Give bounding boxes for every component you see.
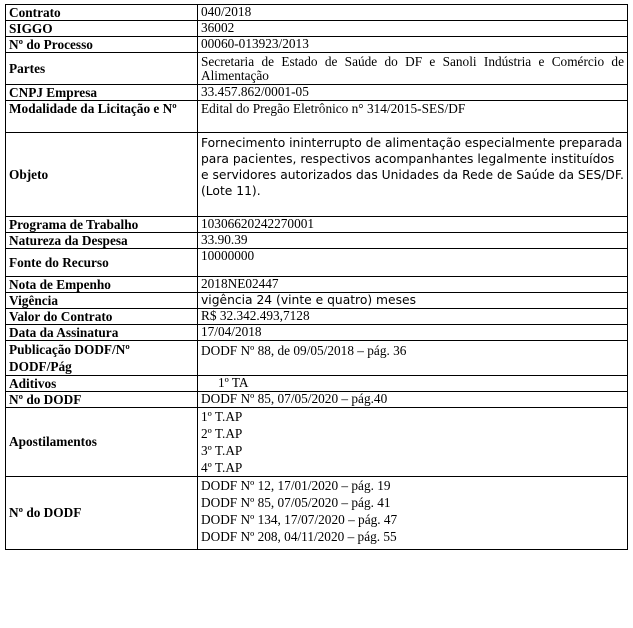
table-row [6, 21, 628, 37]
row-value: 10000000 [198, 249, 628, 277]
table-row [6, 293, 628, 309]
row-label: Nº do DODF [6, 477, 198, 550]
row-label: CNPJ Empresa [6, 85, 198, 101]
contract-info-table [5, 4, 628, 550]
apostilamento-item: 1º T.AP [201, 409, 243, 424]
table-row [6, 477, 628, 550]
row-label: SIGGO [6, 21, 198, 37]
row-value: 36002 [198, 21, 628, 37]
dodf-item: DODF Nº 134, 17/07/2020 – pág. 47 [201, 512, 398, 527]
apostilamento-item: 3º T.AP [201, 443, 243, 458]
table-row [6, 217, 628, 233]
row-label: Natureza da Despesa [6, 233, 198, 249]
table-row [6, 408, 628, 477]
table-row [6, 392, 628, 408]
row-value: 33.457.862/0001-05 [198, 85, 628, 101]
row-value: 17/04/2018 [198, 325, 628, 341]
table-row [6, 325, 628, 341]
row-value: 2018NE02447 [198, 277, 628, 293]
dodf-item: DODF Nº 208, 04/11/2020 – pág. 55 [201, 529, 397, 544]
row-value: 33.90.39 [198, 233, 628, 249]
apostilamento-item: 2º T.AP [201, 426, 243, 441]
row-label: Objeto [6, 133, 198, 217]
row-label: Nº do DODF [6, 392, 198, 408]
row-value: vigência 24 (vinte e quatro) meses [198, 293, 628, 309]
table-row [6, 277, 628, 293]
table-row [6, 5, 628, 21]
table-row [6, 249, 628, 277]
table-row [6, 133, 628, 217]
row-value: 040/2018 [198, 5, 628, 21]
row-label: Apostilamentos [6, 408, 198, 477]
row-label: Modalidade da Licitação e Nº [6, 101, 198, 133]
row-value: 1º TA [198, 376, 628, 392]
table-row [6, 53, 628, 85]
table-row [6, 376, 628, 392]
table-row [6, 85, 628, 101]
row-label: Aditivos [6, 376, 198, 392]
row-value: Fornecimento ininterrupto de alimentação especialmente preparada para pacientes, respectivos acompanhantes legalmente instituídos e servidores autorizados das Unidades da Rede de Saúde da SES/DF. (Lote 11). [198, 133, 628, 217]
row-label: Nº do Processo [6, 37, 198, 53]
table-row [6, 309, 628, 325]
row-label: Nota de Empenho [6, 277, 198, 293]
row-value-list [198, 408, 628, 477]
row-value: R$ 32.342.493,7128 [198, 309, 628, 325]
row-label: Contrato [6, 5, 198, 21]
table-row [6, 37, 628, 53]
row-label: Vigência [6, 293, 198, 309]
dodf-item: DODF Nº 85, 07/05/2020 – pág. 41 [201, 495, 391, 510]
row-label: Valor do Contrato [6, 309, 198, 325]
row-value: Edital do Pregão Eletrônico n° 314/2015-SES/DF [198, 101, 628, 133]
row-value: Secretaria de Estado de Saúde do DF e Sanoli Indústria e Comércio de Alimentação [198, 53, 628, 85]
row-value: 00060-013923/2013 [198, 37, 628, 53]
table-row [6, 233, 628, 249]
row-value-list [198, 477, 628, 550]
row-label: Partes [6, 53, 198, 85]
row-label: Fonte do Recurso [6, 249, 198, 277]
row-label: Data da Assinatura [6, 325, 198, 341]
apostilamento-item: 4º T.AP [201, 460, 243, 475]
table-row [6, 101, 628, 133]
row-value: 10306620242270001 [198, 217, 628, 233]
row-label: Programa de Trabalho [6, 217, 198, 233]
row-label: Publicação DODF/Nº DODF/Pág [6, 341, 198, 376]
dodf-item: DODF Nº 12, 17/01/2020 – pág. 19 [201, 478, 391, 493]
row-value: DODF Nº 88, de 09/05/2018 – pág. 36 [198, 341, 628, 376]
row-value: DODF Nº 85, 07/05/2020 – pág.40 [198, 392, 628, 408]
table-row [6, 341, 628, 376]
